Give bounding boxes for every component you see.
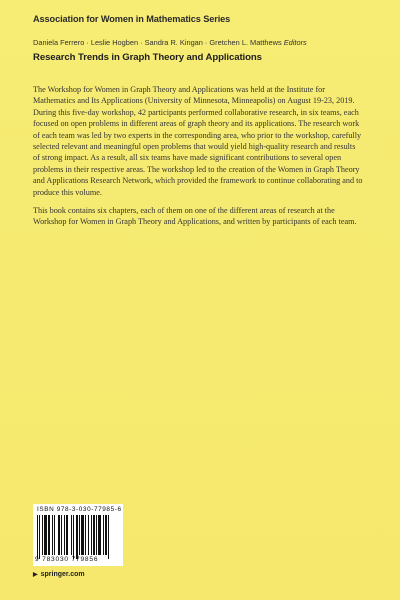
separator: · [86, 38, 89, 47]
series-name: Association for Women in Mathematics Series [33, 14, 231, 24]
editors-role: Editors [283, 38, 307, 47]
separator: · [140, 38, 143, 47]
barcode-bars [37, 515, 119, 555]
editors-line [33, 38, 307, 47]
blurb-paragraph: This book contains six chapters, each of them on one of the different areas of research at the Workshop for Women in Graph Theory and Applications, and written by participants of each team. [33, 206, 357, 227]
book-title: Research Trends in Graph Theory and Applications [33, 52, 262, 63]
isbn-label: ISBN 978-3-030-77985-6 [37, 506, 122, 513]
blurb [33, 84, 363, 235]
publisher-link[interactable] [33, 571, 85, 578]
editor-name: Leslie Hogben [90, 38, 139, 47]
editor-name: Daniela Ferrero [33, 38, 85, 47]
publisher-url: springer.com [40, 571, 85, 578]
triangle-right-icon: ▶ [33, 572, 38, 578]
editor-name: Gretchen L. Matthews [209, 38, 282, 47]
barcode-digits: 9 783030 779856 [35, 556, 99, 563]
editor-name: Sandra R. Kingan [144, 38, 203, 47]
blurb-paragraph: The Workshop for Women in Graph Theory and Applications was held at the Institute for Mathematics and Its Applications (University of Minnesota, Minneapolis) on August 19-23, 2019. During this five-day workshop, 42 participants performed collaborative research, in six teams, each focused on open problems in different areas of graph theory and its applications. The research work of each team was led by two experts in the corresponding area, who prior to the workshop, carefully selected relevant and meaningful open problems that would yield high-quality research and results of strong impact. As a result, all six teams have made significant contributions to several open problems in their respective areas. The workshop led to the creation of the Women in Graph Theory and Applications Research Network, which provided the framework to continue collaborating and to produce this volume. [33, 85, 363, 197]
separator: · [204, 38, 208, 47]
barcode [33, 504, 123, 566]
